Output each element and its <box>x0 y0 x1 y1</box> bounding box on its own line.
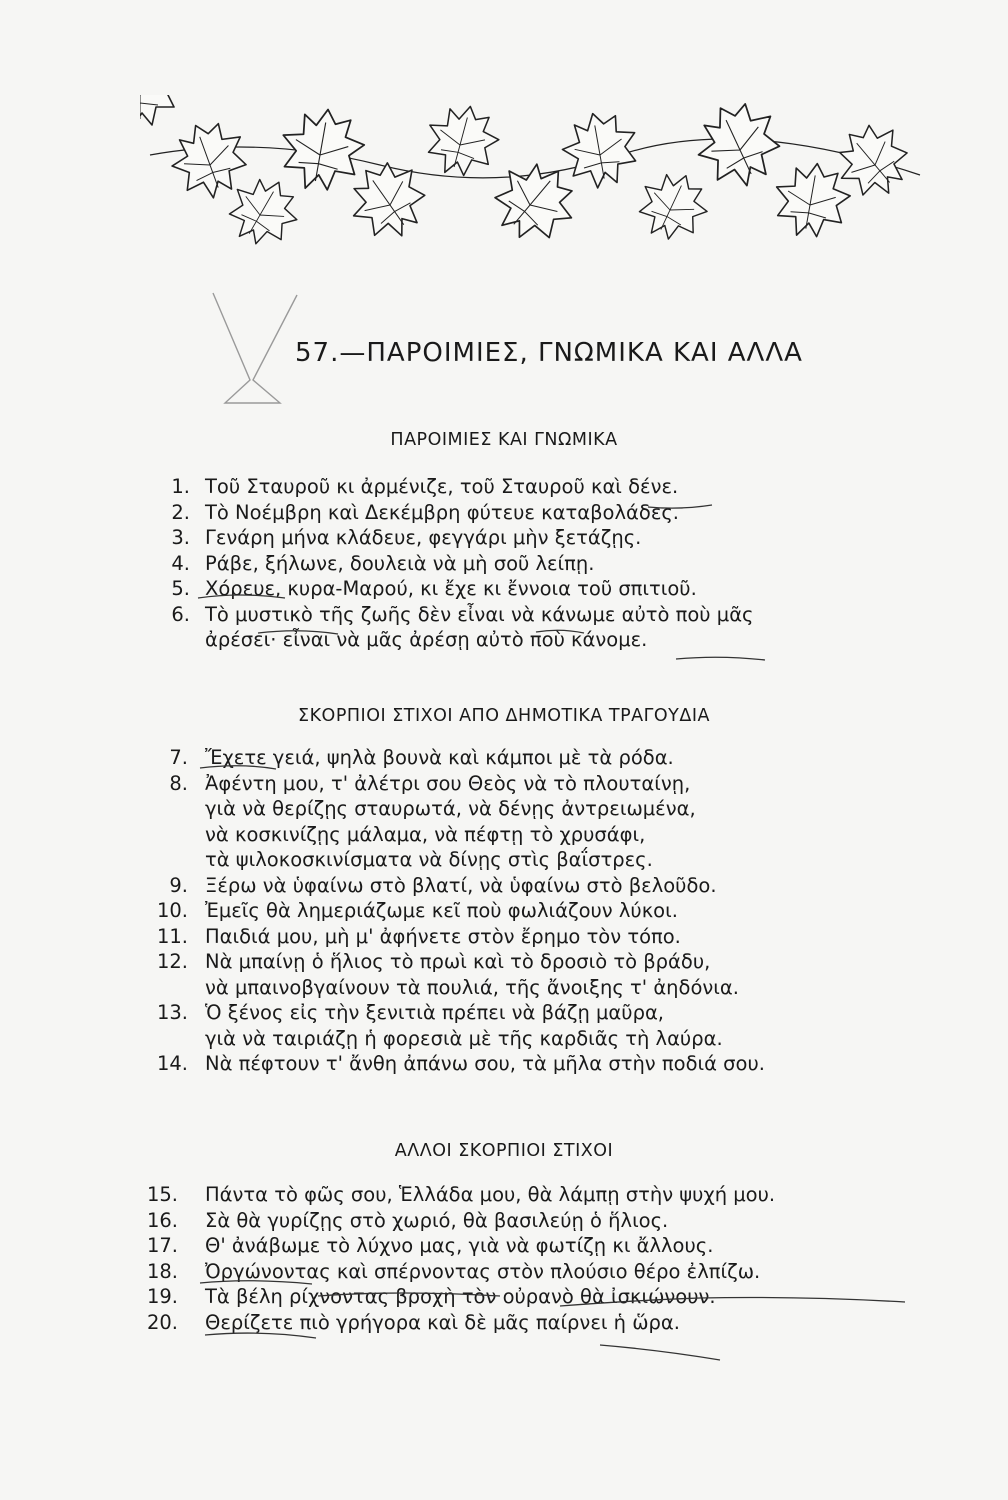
list-item <box>0 551 1008 577</box>
list-item <box>0 1259 1008 1285</box>
list-item <box>0 525 1008 551</box>
item-text-line: τὰ ψιλοκοσκινίσματα νὰ δίνῃς στὶς βαΐστρες. <box>205 848 653 871</box>
item-number: 19. <box>146 1285 178 1308</box>
item-number: 6. <box>171 602 190 626</box>
item-text-line: Πάντα τὸ φῶς σου, Ἑλλάδα μου, θὰ λάμπῃ στὴν ψυχή μου. <box>205 1183 776 1206</box>
vine-leaves-ornament <box>140 95 930 275</box>
item-number: 14. <box>156 1052 188 1075</box>
item-text-line: Ἔχετε γειά, ψηλὰ βουνὰ καὶ κάμποι μὲ τὰ ρόδα. <box>205 746 674 769</box>
item-text-line: Νὰ μπαίνῃ ὁ ἥλιος τὸ πρωὶ καὶ τὸ δροσιὸ τὸ βράδυ, <box>205 950 711 973</box>
list-item <box>0 576 1008 602</box>
other-verses-list <box>0 1182 1008 1335</box>
folk-song-verses-list <box>0 745 1008 1077</box>
item-number: 16. <box>146 1208 178 1232</box>
list-item <box>0 924 1008 950</box>
item-text-line: γιὰ νὰ ταιριάζῃ ἡ φορεσιὰ μὲ τῆς καρδιᾶς τὴ λαύρα. <box>205 1026 723 1050</box>
item-number: 5. <box>171 577 190 600</box>
item-text-line: Γενάρη μήνα κλάδευε, φεγγάρι μὴν ξετάζῃς. <box>205 526 642 549</box>
item-text-line: νὰ μπαινοβγαίνουν τὰ πουλιά, τῆς ἄνοιξης τ' ἀηδόνια. <box>205 975 739 999</box>
item-text-line: νὰ κοσκινίζῃς μάλαμα, νὰ πέφτῃ τὸ χρυσάφι, <box>205 822 646 846</box>
item-number: 12. <box>156 950 188 973</box>
list-item <box>0 602 1008 653</box>
item-text-line: Σὰ θὰ γυρίζῃς στὸ χωριό, θὰ βασιλεύῃ ὁ ἥλιος. <box>205 1208 669 1232</box>
list-item <box>0 1233 1008 1259</box>
item-text-line: Χόρευε, κυρα-Μαρού, κι ἔχε κι ἔννοια τοῦ σπιτιοῦ. <box>205 577 697 600</box>
item-number: 3. <box>171 526 190 549</box>
item-text-line: Ξέρω νὰ ὑφαίνω στὸ βλατί, νὰ ὑφαίνω στὸ βελοῦδο. <box>205 873 717 897</box>
item-text-line: Τὰ βέλη ρίχνοντας βροχὴ τὸν οὐρανὸ θὰ ἰσκιώνουν. <box>205 1285 716 1308</box>
section-heading-proverbs: ΠΑΡΟΙΜΙΕΣ ΚΑΙ ΓΝΩΜΙΚΑ <box>390 430 618 450</box>
item-text-line: Ἀφέντη μου, τ' ἀλέτρι σου Θεὸς νὰ τὸ πλουταίνῃ, <box>205 771 691 795</box>
item-number: 10. <box>156 899 188 922</box>
item-number: 7. <box>169 746 188 769</box>
item-text-line: Τοῦ Σταυροῦ κι ἀρμένιζε, τοῦ Σταυροῦ καὶ δένε. <box>205 475 679 498</box>
item-number: 17. <box>146 1234 178 1257</box>
list-item <box>0 500 1008 526</box>
item-number: 1. <box>171 475 190 498</box>
item-text-line: Τὸ μυστικὸ τῆς ζωῆς δὲν εἶναι νὰ κάνωμε αὐτὸ ποὺ μᾶς <box>205 602 754 626</box>
item-text-line: Ἐμεῖς θὰ λημεριάζωμε κεῖ ποὺ φωλιάζουν λύκοι. <box>205 899 678 922</box>
list-item <box>0 949 1008 1000</box>
list-item <box>0 474 1008 500</box>
list-item <box>0 771 1008 873</box>
item-text-line: Νὰ πέφτουν τ' ἄνθη ἀπάνω σου, τὰ μῆλα στὴν ποδιά σου. <box>205 1052 765 1075</box>
item-number: 15. <box>146 1183 178 1206</box>
item-text-line: Θ' ἀνάβωμε τὸ λύχνο μας, γιὰ νὰ φωτίζῃ κι ἄλλους. <box>205 1234 714 1257</box>
item-number: 18. <box>146 1259 178 1283</box>
list-item <box>0 1310 1008 1336</box>
list-item <box>0 745 1008 771</box>
item-text-line: Τὸ Νοέμβρη καὶ Δεκέμβρη φύτευε καταβολάδες. <box>205 500 679 524</box>
section-heading-other-verses: ΑΛΛΟΙ ΣΚΟΡΠΙΟΙ ΣΤΙΧΟΙ <box>394 1141 614 1161</box>
item-text-line: Ὁ ξένος εἰς τὴν ξενιτιὰ πρέπει νὰ βάζῃ μαῦρα, <box>205 1001 665 1024</box>
item-text-line: Ὀργώνοντας καὶ σπέρνοντας στὸν πλούσιο θέρο ἐλπίζω. <box>205 1259 761 1283</box>
list-item <box>0 873 1008 899</box>
section-heading-folk-song-verses: ΣΚΟΡΠΙΟΙ ΣΤΙΧΟΙ ΑΠΟ ΔΗΜΟΤΙΚΑ ΤΡΑΓΟΥΔΙΑ <box>298 706 710 726</box>
list-item <box>0 1000 1008 1051</box>
item-number: 4. <box>171 551 190 575</box>
item-text-line: γιὰ νὰ θερίζῃς σταυρωτά, νὰ δένῃς ἀντρειωμένα, <box>205 797 696 820</box>
item-number: 13. <box>156 1001 188 1024</box>
item-number: 8. <box>169 771 188 795</box>
item-text-line: Παιδιά μου, μὴ μ' ἀφήνετε στὸν ἔρημο τὸν τόπο. <box>205 924 681 948</box>
list-item <box>0 1208 1008 1234</box>
proverbs-list <box>0 474 1008 653</box>
item-number: 11. <box>156 924 188 948</box>
item-number: 9. <box>169 873 188 897</box>
list-item <box>0 1284 1008 1310</box>
chapter-title: 57.—ΠΑΡΟΙΜΙΕΣ, ΓΝΩΜΙΚΑ ΚΑΙ ΑΛΛΑ <box>295 338 803 368</box>
item-text-line: ἀρέσει· εἶναι νὰ μᾶς ἀρέσῃ αὐτὸ ποὺ κάνομε. <box>205 628 648 651</box>
list-item <box>0 898 1008 924</box>
item-text-line: Θερίζετε πιὸ γρήγορα καὶ δὲ μᾶς παίρνει ἡ ὥρα. <box>205 1310 680 1334</box>
list-item <box>0 1182 1008 1208</box>
item-number: 20. <box>146 1310 178 1334</box>
list-item <box>0 1051 1008 1077</box>
item-number: 2. <box>171 500 190 524</box>
item-text-line: Ράβε, ξήλωνε, δουλειὰ νὰ μὴ σοῦ λείπῃ. <box>205 551 595 575</box>
